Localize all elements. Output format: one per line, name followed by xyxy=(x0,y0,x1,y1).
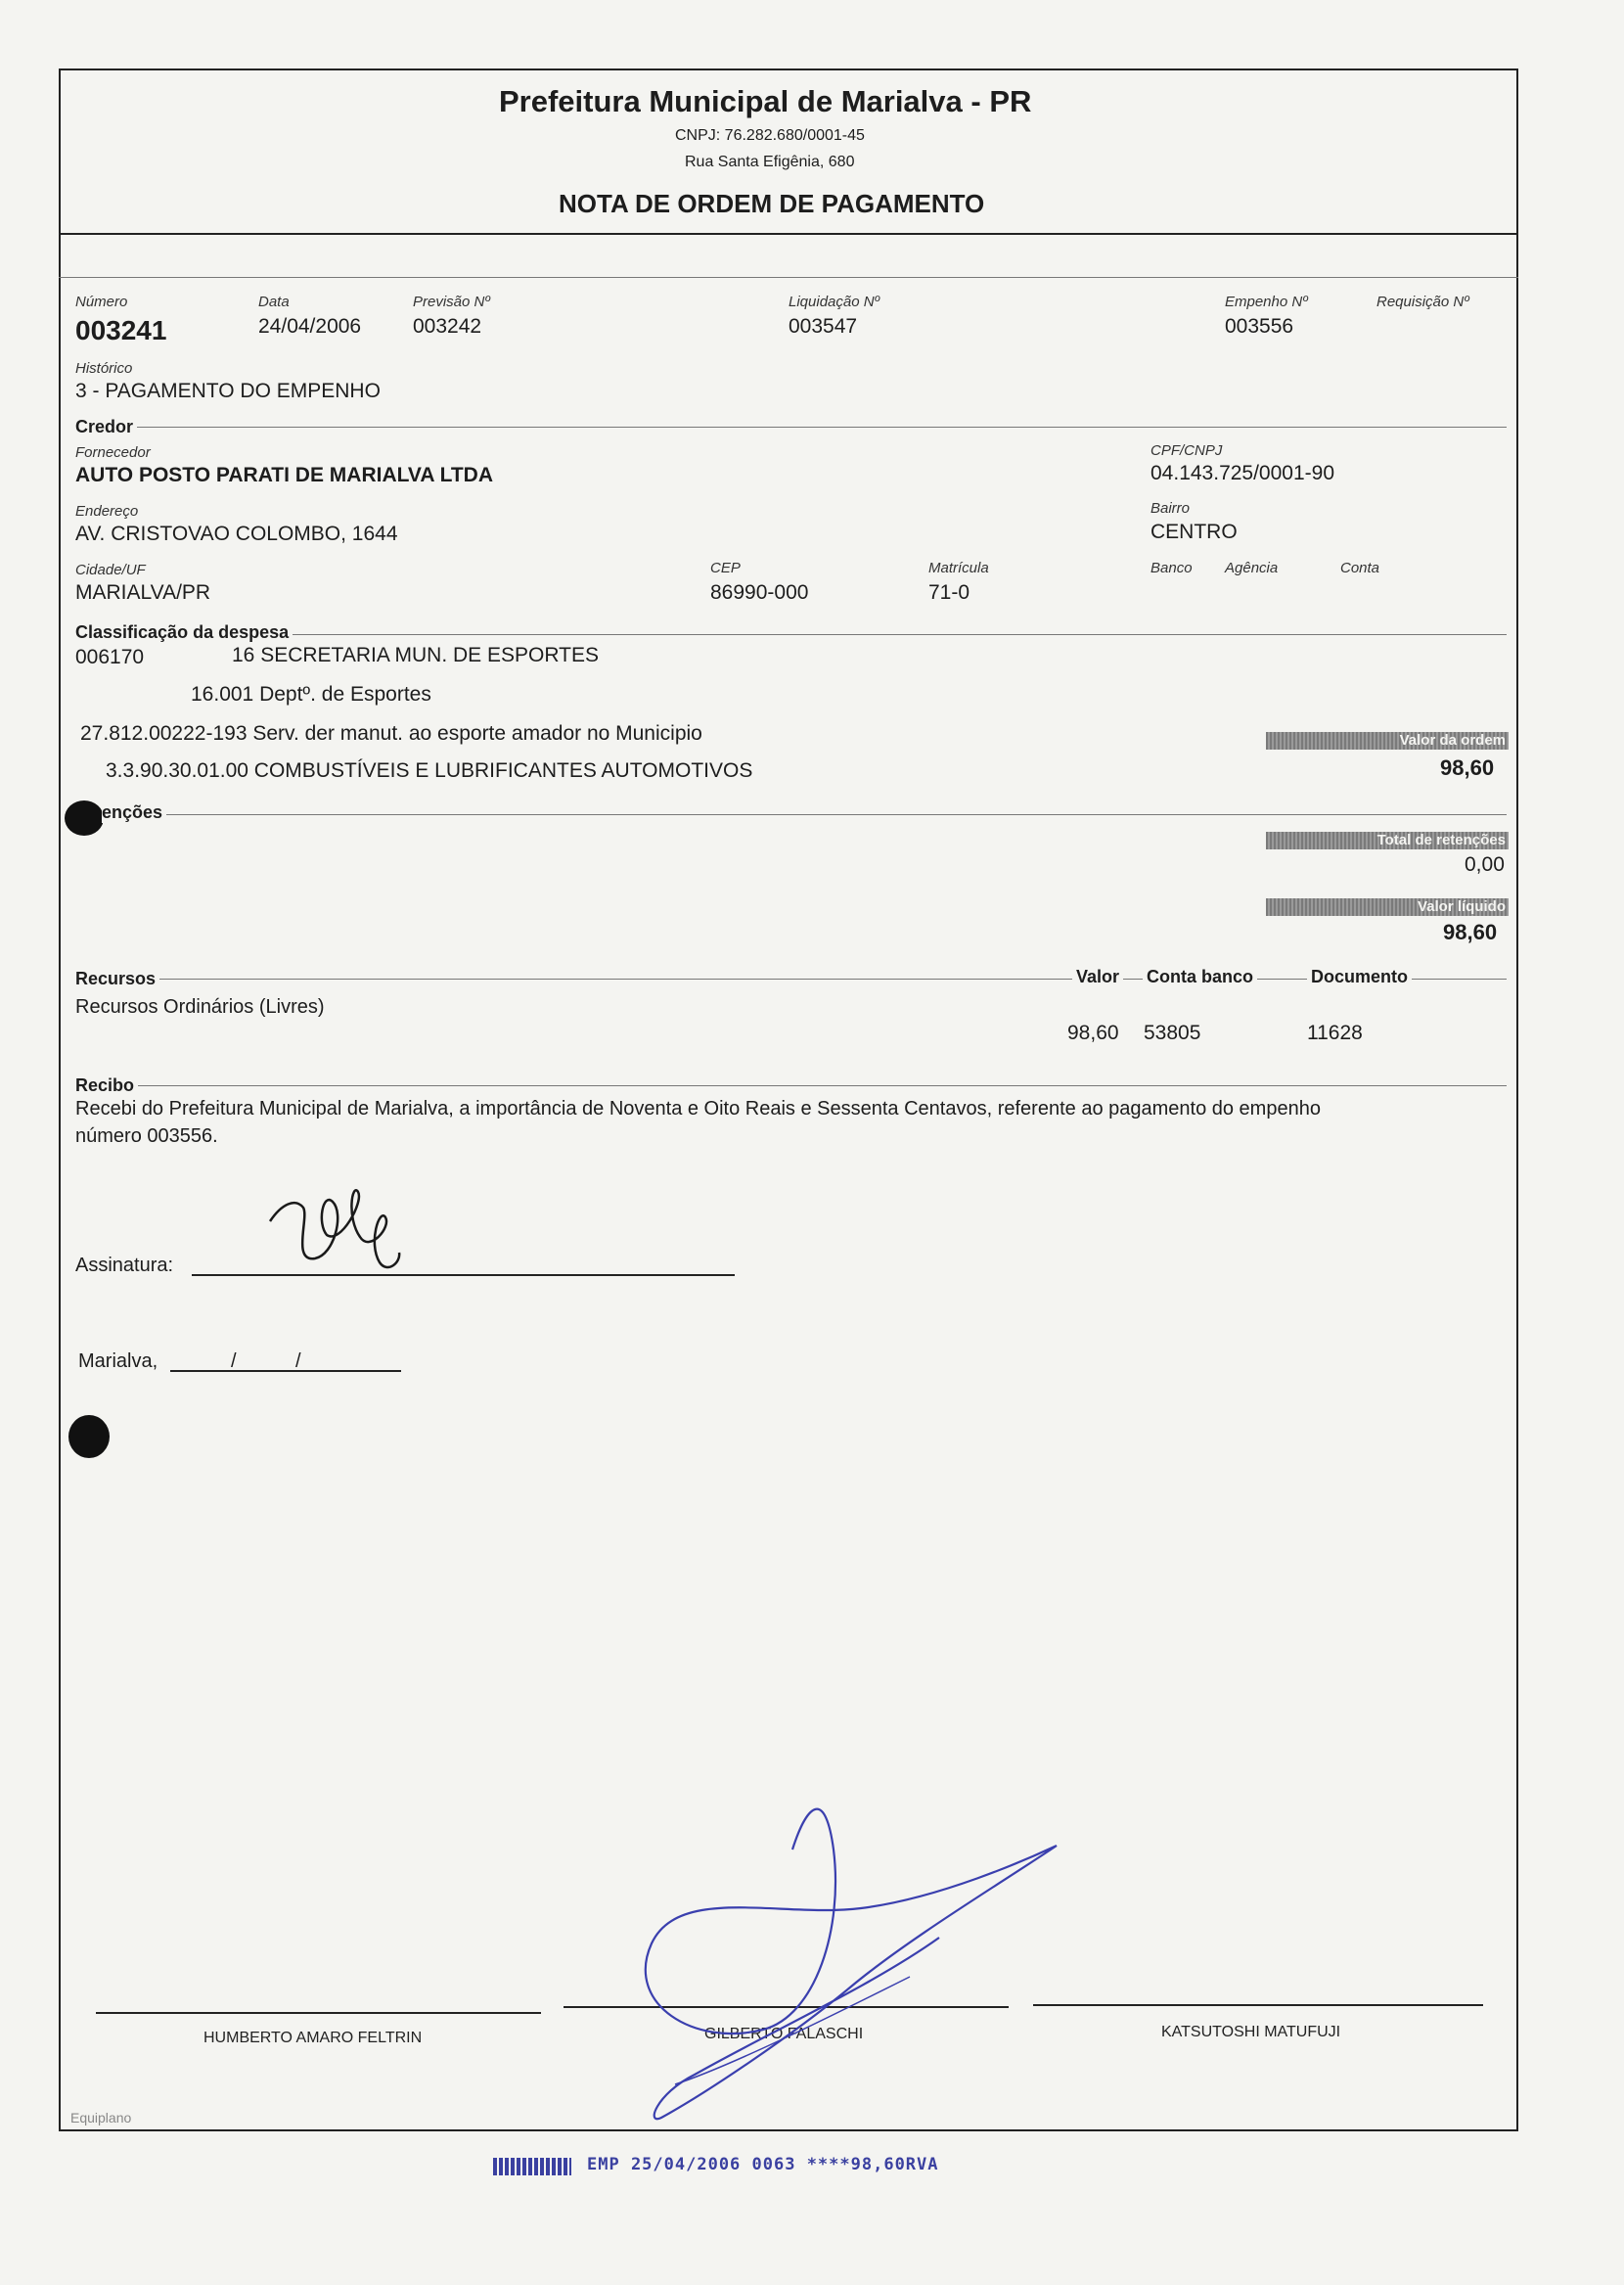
date-line xyxy=(170,1370,401,1372)
endereco-value: AV. CRISTOVAO COLOMBO, 1644 xyxy=(75,523,398,545)
hole-punch-mark xyxy=(65,800,104,836)
valor-liquido-label: Valor líquido xyxy=(1266,898,1509,916)
valor-ordem-label: Valor da ordem xyxy=(1266,732,1509,750)
endereco-label: Endereço xyxy=(75,503,139,520)
classificacao-elemento: 3.3.90.30.01.00 COMBUSTÍVEIS E LUBRIFICANTES AUTOMOTIVOS xyxy=(106,759,753,782)
signature-line-3 xyxy=(1033,2004,1483,2006)
assinatura-label: Assinatura: xyxy=(75,1255,174,1276)
fornecedor-label: Fornecedor xyxy=(75,444,151,461)
ids-top-rule xyxy=(59,277,1518,278)
footer-software: Equiplano xyxy=(70,2110,132,2125)
retencoes-section: enções xyxy=(102,802,166,823)
empenho-value: 003556 xyxy=(1225,315,1294,338)
recursos-rule xyxy=(75,979,1507,980)
cidade-value: MARIALVA/PR xyxy=(75,581,211,604)
previsao-value: 003242 xyxy=(413,315,482,338)
data-value: 24/04/2006 xyxy=(258,315,362,338)
matricula-value: 71-0 xyxy=(928,581,970,604)
conta-label: Conta xyxy=(1340,560,1380,576)
recursos-fonte: Recursos Ordinários (Livres) xyxy=(75,996,325,1018)
classificacao-section: Classificação da despesa xyxy=(75,622,293,643)
signature-name-2: GILBERTO FALASCHI xyxy=(704,2026,864,2042)
blue-signature-scribble xyxy=(616,1791,1066,2133)
numero-label: Número xyxy=(75,294,128,310)
signature-name-1: HUMBERTO AMARO FELTRIN xyxy=(203,2030,423,2046)
cpf-value: 04.143.725/0001-90 xyxy=(1150,462,1335,484)
recibo-signature-scribble xyxy=(264,1184,421,1282)
recibo-text-line2: número 003556. xyxy=(75,1125,218,1147)
total-retencoes-label: Total de retenções xyxy=(1266,832,1509,849)
empenho-label: Empenho Nº xyxy=(1225,294,1308,310)
classificacao-unidade: 16.001 Deptº. de Esportes xyxy=(191,683,431,706)
liquidacao-label: Liquidação Nº xyxy=(789,294,880,310)
numero-value: 003241 xyxy=(75,315,167,345)
historico-label: Histórico xyxy=(75,360,133,377)
recursos-valor: 98,60 xyxy=(1067,1022,1119,1044)
cep-value: 86990-000 xyxy=(710,581,809,604)
data-label: Data xyxy=(258,294,290,310)
cidade-label: Cidade/UF xyxy=(75,562,146,578)
total-retencoes-value: 0,00 xyxy=(1465,853,1505,876)
cpf-label: CPF/CNPJ xyxy=(1150,442,1223,459)
hole-punch-mark-2 xyxy=(68,1415,110,1458)
stamp-text: EMP 25/04/2006 0063 ****98,60RVA xyxy=(587,2155,939,2174)
liquidacao-value: 003547 xyxy=(789,315,858,338)
recursos-documento-label: Documento xyxy=(1307,967,1412,987)
agencia-label: Agência xyxy=(1225,560,1279,576)
recursos-conta-label: Conta banco xyxy=(1143,967,1257,987)
credor-section: Credor xyxy=(75,417,137,437)
stamp-barcode xyxy=(493,2158,571,2175)
valor-ordem-value: 98,60 xyxy=(1440,755,1495,780)
classificacao-orgao: 16 SECRETARIA MUN. DE ESPORTES xyxy=(232,644,599,666)
valor-liquido-value: 98,60 xyxy=(1443,920,1498,944)
bairro-value: CENTRO xyxy=(1150,521,1238,543)
date-slash-2: / xyxy=(295,1350,301,1372)
recursos-documento: 11628 xyxy=(1307,1022,1363,1044)
credor-rule xyxy=(75,427,1507,428)
date-slash-1: / xyxy=(231,1350,237,1372)
recursos-section: Recursos xyxy=(75,969,159,989)
recursos-valor-label: Valor xyxy=(1072,967,1123,987)
cep-label: CEP xyxy=(710,560,741,576)
recursos-conta: 53805 xyxy=(1144,1022,1201,1044)
signature-line-1 xyxy=(96,2012,541,2014)
retencoes-rule xyxy=(75,814,1507,815)
header-cnpj: CNPJ: 76.282.680/0001-45 xyxy=(675,127,865,144)
banco-label: Banco xyxy=(1150,560,1193,576)
header-address: Rua Santa Efigênia, 680 xyxy=(685,154,855,170)
header-divider xyxy=(59,233,1518,235)
recibo-section: Recibo xyxy=(75,1075,138,1096)
classificacao-programa: 27.812.00222-193 Serv. der manut. ao esporte amador no Municipio xyxy=(80,722,702,745)
bairro-label: Bairro xyxy=(1150,500,1191,517)
recibo-text-line1: Recebi do Prefeitura Municipal de Marialva, a importância de Noventa e Oito Reais e Sessenta Centavos, referente ao pagamento do empenho xyxy=(75,1098,1321,1120)
recibo-rule xyxy=(75,1085,1507,1086)
signature-name-3: KATSUTOSHI MATUFUJI xyxy=(1161,2024,1341,2040)
header-title: Prefeitura Municipal de Marialva - PR xyxy=(499,84,1032,118)
classificacao-code: 006170 xyxy=(75,646,145,668)
previsao-label: Previsão Nº xyxy=(413,294,490,310)
fornecedor-value: AUTO POSTO PARATI DE MARIALVA LTDA xyxy=(75,464,493,486)
local-label: Marialva, xyxy=(78,1350,158,1372)
historico-value: 3 - PAGAMENTO DO EMPENHO xyxy=(75,380,381,402)
matricula-label: Matrícula xyxy=(928,560,989,576)
document-title: NOTA DE ORDEM DE PAGAMENTO xyxy=(559,189,985,218)
requisicao-label: Requisição Nº xyxy=(1376,294,1469,310)
